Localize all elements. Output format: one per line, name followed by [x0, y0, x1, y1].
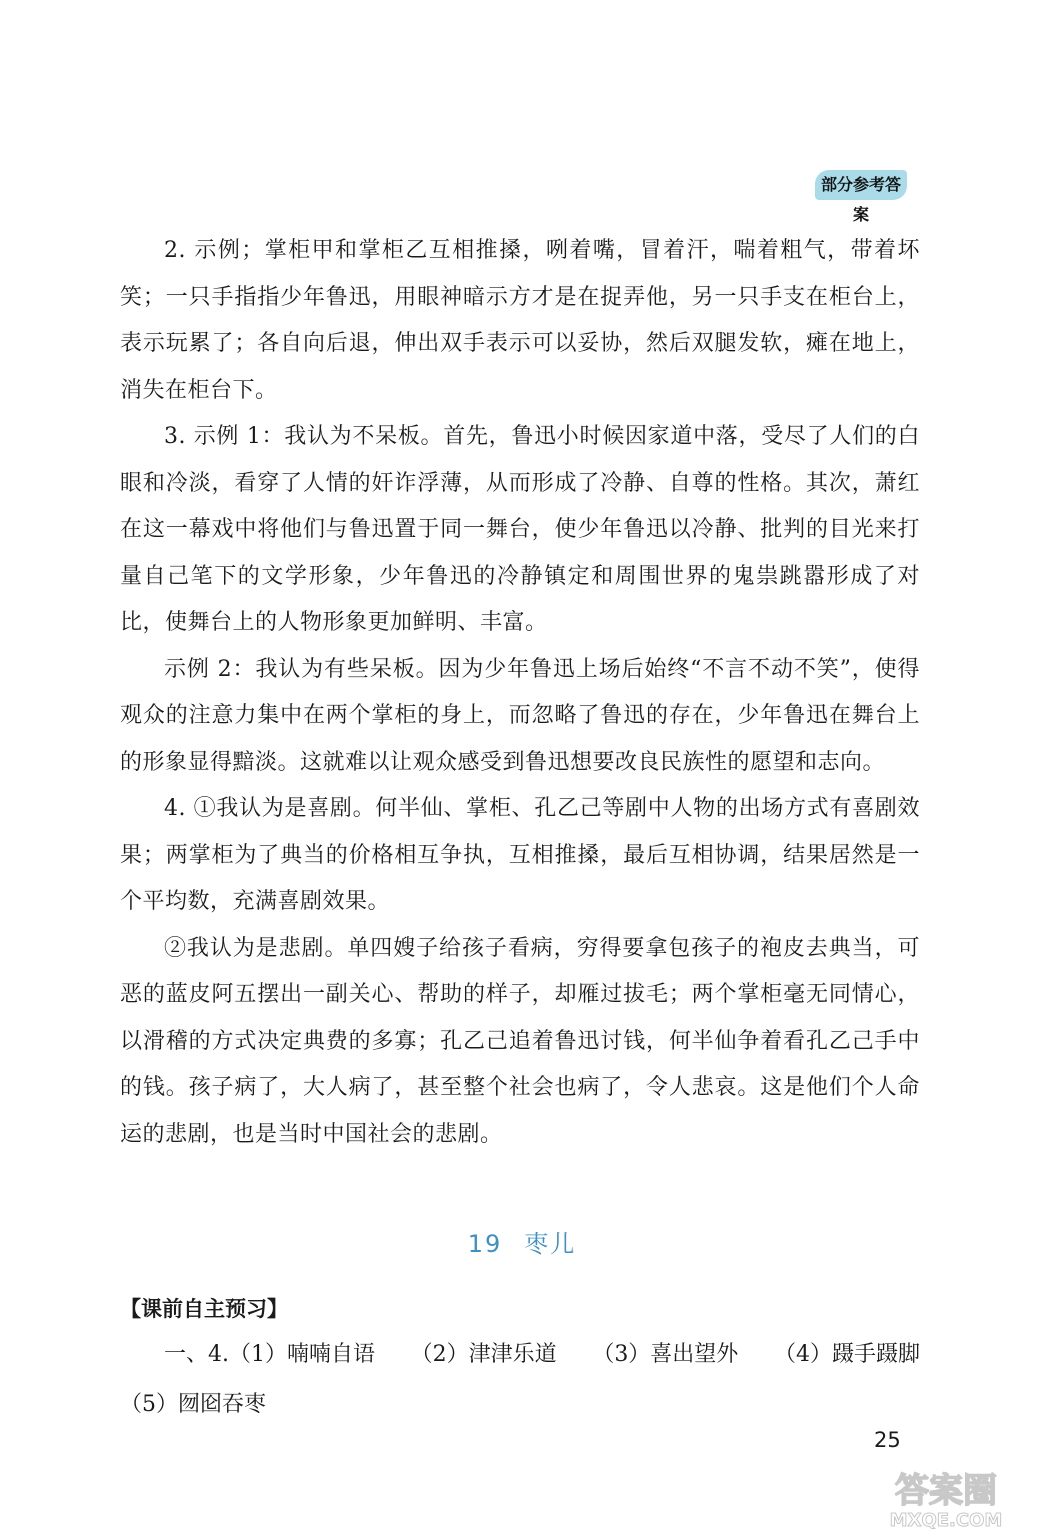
- lesson-number: 19: [467, 1230, 503, 1258]
- watermark-logo: [868, 1466, 1024, 1530]
- vocab-item: （2）津津乐道: [410, 1342, 557, 1367]
- answer-paragraph-3: 3. 示例 1：我认为不呆板。首先，鲁迅小时候因家道中落，受尽了人们的白眼和冷淡，看穿了人情的奸诈浮薄，从而形成了冷静、自尊的性格。其次，萧红在这一幕戏中将他们与鲁迅置于同一舞台，使少年鲁迅以冷静、批判的目光来打量自己笔下的文学形象，少年鲁迅的冷静镇定和周围世界的鬼祟跳嚣形成了对比，使舞台上的人物形象更加鲜明、丰富。: [120, 424, 920, 635]
- answer-body: [120, 228, 920, 1158]
- vocab-item: 一、4.（1）喃喃自语: [164, 1342, 375, 1367]
- answer-paragraph-3-example-2: 示例 2：我认为有些呆板。因为少年鲁迅上场后始终“不言不动不笑”，使得观众的注意力集中在两个掌柜的身上，而忽略了鲁迅的存在，少年鲁迅在舞台上的形象显得黯淡。这就难以让观众感受到鲁迅想要改良民族性的愿望和志向。: [120, 656, 920, 775]
- page-number: 25: [874, 1428, 901, 1452]
- section-heading: 【课前自主预习】: [120, 1297, 288, 1321]
- vocab-answers: [120, 1330, 920, 1430]
- watermark-url: MXQE.COM: [889, 1510, 1003, 1530]
- vocab-item: （3）喜出望外: [592, 1342, 739, 1367]
- vocab-item: （5）囫囵吞枣: [120, 1392, 266, 1417]
- vocab-row: [120, 1330, 920, 1380]
- vocab-item: （4）蹑手蹑脚: [773, 1342, 920, 1367]
- vocab-row: [120, 1380, 920, 1430]
- lesson-title: [0, 1224, 1044, 1259]
- answer-paragraph-4-part-2: ②我认为是悲剧。单四嫂子给孩子看病，穷得要拿包孩子的袍皮去典当，可恶的蓝皮阿五摆出一副关心、帮助的样子，却雁过拔毛；两个掌柜毫无同情心，以滑稽的方式决定典费的多寡；孔乙己追着鲁迅讨钱，何半仙争着看孔乙己手中的钱。孩子病了，大人病了，甚至整个社会也病了，令人悲哀。这是他们个人命运的悲剧，也是当时中国社会的悲剧。: [120, 935, 920, 1147]
- answer-paragraph-2: 2. 示例；掌柜甲和掌柜乙互相推搡，咧着嘴，冒着汗，喘着粗气，带着坏笑；一只手指指少年鲁迅，用眼神暗示方才是在捉弄他，另一只手支在柜台上，表示玩累了；各自向后退，伸出双手表示可以妥协，然后双腿发软，瘫在地上，消失在柜台下。: [120, 238, 920, 403]
- lesson-name: 枣儿: [524, 1230, 577, 1258]
- answer-paragraph-4: 4. ①我认为是喜剧。何半仙、掌柜、孔乙己等剧中人物的出场方式有喜剧效果；两掌柜为了典当的价格相互争执，互相推搡，最后互相协调，结果居然是一个平均数，充满喜剧效果。: [120, 796, 920, 914]
- watermark-text: 答案圈: [895, 1471, 997, 1511]
- answer-key-badge: 部分参考答案: [815, 170, 907, 200]
